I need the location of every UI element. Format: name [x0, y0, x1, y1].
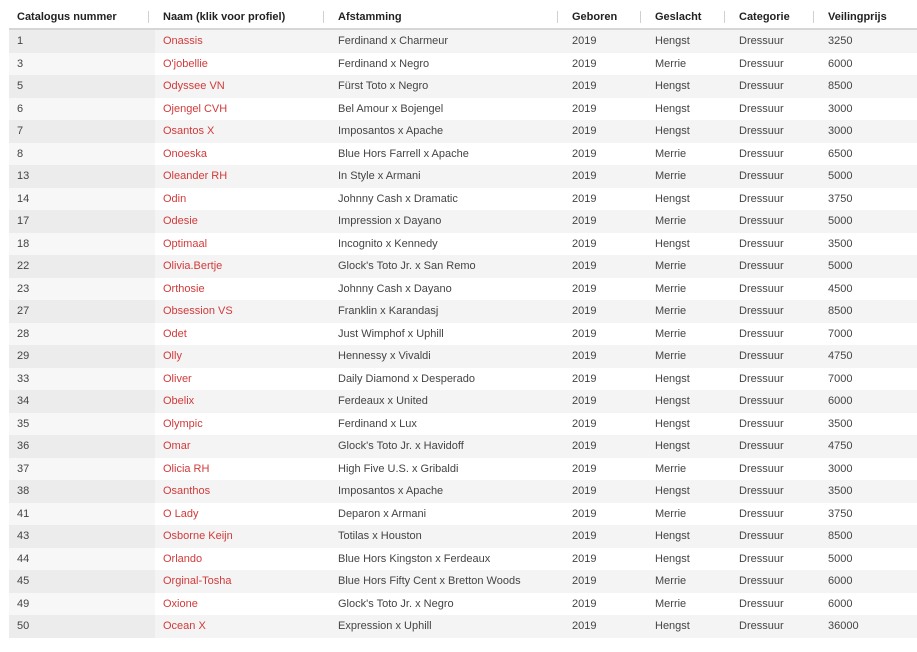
cell-veilingprijs: 4750	[820, 435, 917, 458]
cell-veilingprijs: 3500	[820, 413, 917, 436]
cell-geboren: 2019	[564, 300, 647, 323]
cell-geboren: 2019	[564, 458, 647, 481]
table-header	[9, 6, 917, 29]
table-row	[9, 323, 917, 346]
cell-geslacht: Merrie	[647, 458, 731, 481]
horse-profile-link[interactable]: Onassis	[163, 35, 203, 48]
cell-catalogus-nummer: 34	[9, 390, 155, 413]
cell-geslacht: Hengst	[647, 615, 731, 638]
cell-categorie: Dressuur	[731, 615, 820, 638]
cell-veilingprijs: 5000	[820, 548, 917, 571]
cell-naam	[155, 390, 330, 413]
horse-profile-link[interactable]: Osantos X	[163, 125, 215, 138]
cell-geboren: 2019	[564, 548, 647, 571]
cell-geboren: 2019	[564, 525, 647, 548]
cell-veilingprijs: 6000	[820, 53, 917, 76]
table-row	[9, 503, 917, 526]
cell-afstamming: High Five U.S. x Gribaldi	[330, 458, 564, 481]
horse-profile-link[interactable]: Onoeska	[163, 147, 208, 160]
cell-geboren: 2019	[564, 165, 647, 188]
cell-geslacht: Hengst	[647, 29, 731, 53]
cell-geslacht: Merrie	[647, 143, 731, 166]
cell-veilingprijs: 3000	[820, 458, 917, 481]
cell-veilingprijs: 8500	[820, 300, 917, 323]
cell-catalogus-nummer: 49	[9, 593, 155, 616]
cell-veilingprijs: 3750	[820, 503, 917, 526]
horse-profile-link[interactable]: Ocean X	[163, 620, 206, 633]
cell-afstamming: Johnny Cash x Dayano	[330, 278, 564, 301]
cell-catalogus-nummer: 1	[9, 29, 155, 53]
cell-geslacht: Merrie	[647, 593, 731, 616]
cell-catalogus-nummer: 41	[9, 503, 155, 526]
horse-profile-link[interactable]: Optimaal	[163, 237, 208, 250]
cell-geboren: 2019	[564, 503, 647, 526]
cell-categorie: Dressuur	[731, 278, 820, 301]
column-header-label: Categorie	[739, 11, 790, 23]
cell-categorie: Dressuur	[731, 435, 820, 458]
cell-geboren: 2019	[564, 120, 647, 143]
cell-catalogus-nummer: 45	[9, 570, 155, 593]
cell-afstamming: Blue Hors Kingston x Ferdeaux	[330, 548, 564, 571]
cell-afstamming: Johnny Cash x Dramatic	[330, 188, 564, 211]
cell-naam	[155, 503, 330, 526]
table-row	[9, 165, 917, 188]
table-row	[9, 75, 917, 98]
cell-naam	[155, 525, 330, 548]
cell-afstamming: Deparon x Armani	[330, 503, 564, 526]
cell-naam	[155, 300, 330, 323]
cell-categorie: Dressuur	[731, 53, 820, 76]
cell-veilingprijs: 3250	[820, 29, 917, 53]
cell-geboren: 2019	[564, 413, 647, 436]
cell-geboren: 2019	[564, 323, 647, 346]
cell-naam	[155, 255, 330, 278]
column-header-label: Catalogus nummer	[17, 11, 117, 23]
cell-veilingprijs: 4500	[820, 278, 917, 301]
horse-profile-link[interactable]: Orthosie	[163, 282, 205, 295]
column-header-geboren[interactable]	[564, 6, 647, 29]
cell-naam	[155, 458, 330, 481]
cell-naam	[155, 593, 330, 616]
cell-catalogus-nummer: 23	[9, 278, 155, 301]
table-row	[9, 593, 917, 616]
cell-afstamming: Glock's Toto Jr. x San Remo	[330, 255, 564, 278]
table-row	[9, 233, 917, 256]
horse-profile-link[interactable]: Oxione	[163, 597, 198, 610]
horse-profile-link[interactable]: Orlando	[163, 552, 203, 565]
cell-veilingprijs: 6000	[820, 390, 917, 413]
horse-profile-link[interactable]: Oleander RH	[163, 170, 228, 183]
cell-naam	[155, 435, 330, 458]
cell-veilingprijs: 3000	[820, 120, 917, 143]
cell-geboren: 2019	[564, 480, 647, 503]
column-header-label: Afstamming	[338, 11, 402, 23]
cell-geboren: 2019	[564, 570, 647, 593]
cell-naam	[155, 210, 330, 233]
cell-naam	[155, 548, 330, 571]
cell-geboren: 2019	[564, 210, 647, 233]
cell-categorie: Dressuur	[731, 390, 820, 413]
column-divider	[813, 11, 814, 23]
cell-geboren: 2019	[564, 368, 647, 391]
cell-naam	[155, 480, 330, 503]
cell-categorie: Dressuur	[731, 345, 820, 368]
cell-catalogus-nummer: 13	[9, 165, 155, 188]
table-row	[9, 255, 917, 278]
horse-profile-link[interactable]: Olympic	[163, 417, 203, 430]
auction-results	[9, 6, 887, 638]
cell-catalogus-nummer: 43	[9, 525, 155, 548]
cell-geboren: 2019	[564, 53, 647, 76]
cell-geslacht: Hengst	[647, 75, 731, 98]
cell-geboren: 2019	[564, 345, 647, 368]
cell-afstamming: Incognito x Kennedy	[330, 233, 564, 256]
cell-categorie: Dressuur	[731, 120, 820, 143]
cell-veilingprijs: 5000	[820, 165, 917, 188]
cell-geslacht: Hengst	[647, 233, 731, 256]
cell-naam	[155, 75, 330, 98]
cell-afstamming: Just Wimphof x Uphill	[330, 323, 564, 346]
cell-catalogus-nummer: 3	[9, 53, 155, 76]
cell-geboren: 2019	[564, 188, 647, 211]
table-row	[9, 480, 917, 503]
table-row	[9, 345, 917, 368]
cell-categorie: Dressuur	[731, 525, 820, 548]
cell-geslacht: Merrie	[647, 53, 731, 76]
cell-geboren: 2019	[564, 233, 647, 256]
cell-afstamming: In Style x Armani	[330, 165, 564, 188]
cell-categorie: Dressuur	[731, 593, 820, 616]
cell-categorie: Dressuur	[731, 548, 820, 571]
table-row	[9, 570, 917, 593]
cell-afstamming: Totilas x Houston	[330, 525, 564, 548]
table-row	[9, 120, 917, 143]
cell-geslacht: Merrie	[647, 570, 731, 593]
cell-geslacht: Merrie	[647, 210, 731, 233]
cell-naam	[155, 323, 330, 346]
cell-afstamming: Glock's Toto Jr. x Negro	[330, 593, 564, 616]
cell-afstamming: Bel Amour x Bojengel	[330, 98, 564, 121]
cell-veilingprijs: 5000	[820, 255, 917, 278]
table-row	[9, 98, 917, 121]
cell-afstamming: Blue Hors Fifty Cent x Bretton Woods	[330, 570, 564, 593]
table-row	[9, 300, 917, 323]
cell-geboren: 2019	[564, 615, 647, 638]
cell-veilingprijs: 3500	[820, 233, 917, 256]
horse-profile-link[interactable]: Odesie	[163, 215, 198, 228]
cell-catalogus-nummer: 33	[9, 368, 155, 391]
horse-profile-link[interactable]: Obelix	[163, 395, 195, 408]
cell-categorie: Dressuur	[731, 165, 820, 188]
table-row	[9, 210, 917, 233]
cell-naam	[155, 98, 330, 121]
cell-geslacht: Hengst	[647, 98, 731, 121]
cell-catalogus-nummer: 7	[9, 120, 155, 143]
cell-geslacht: Merrie	[647, 278, 731, 301]
cell-naam	[155, 615, 330, 638]
cell-catalogus-nummer: 29	[9, 345, 155, 368]
column-divider	[148, 11, 149, 23]
cell-geboren: 2019	[564, 29, 647, 53]
horse-profile-link[interactable]: Olivia.Bertje	[163, 260, 223, 273]
horse-profile-link[interactable]: Orginal-Tosha	[163, 575, 232, 588]
cell-veilingprijs: 6000	[820, 593, 917, 616]
horse-profile-link[interactable]: Omar	[163, 440, 191, 453]
column-header-label: Geslacht	[655, 11, 702, 23]
cell-naam	[155, 368, 330, 391]
cell-naam	[155, 345, 330, 368]
cell-categorie: Dressuur	[731, 233, 820, 256]
cell-afstamming: Ferdeaux x United	[330, 390, 564, 413]
column-header-label: Naam (klik voor profiel)	[163, 11, 286, 23]
cell-geslacht: Hengst	[647, 480, 731, 503]
cell-geslacht: Merrie	[647, 323, 731, 346]
horse-profile-link[interactable]: Odyssee VN	[163, 80, 225, 93]
cell-afstamming: Fürst Toto x Negro	[330, 75, 564, 98]
cell-naam	[155, 53, 330, 76]
column-divider	[323, 11, 324, 23]
cell-veilingprijs: 4750	[820, 345, 917, 368]
column-header-veilingprijs[interactable]	[820, 6, 917, 29]
cell-categorie: Dressuur	[731, 188, 820, 211]
cell-veilingprijs: 6000	[820, 570, 917, 593]
cell-catalogus-nummer: 18	[9, 233, 155, 256]
cell-veilingprijs: 36000	[820, 615, 917, 638]
column-header-afstamming[interactable]	[330, 6, 564, 29]
cell-naam	[155, 165, 330, 188]
column-divider	[640, 11, 641, 23]
horse-profile-link[interactable]: Osborne Keijn	[163, 530, 233, 543]
cell-categorie: Dressuur	[731, 458, 820, 481]
horse-profile-link[interactable]: Oliver	[163, 372, 192, 385]
cell-afstamming: Hennessy x Vivaldi	[330, 345, 564, 368]
cell-catalogus-nummer: 44	[9, 548, 155, 571]
table-row	[9, 615, 917, 638]
cell-naam	[155, 233, 330, 256]
cell-geslacht: Merrie	[647, 255, 731, 278]
horse-profile-link[interactable]: O Lady	[163, 507, 199, 520]
cell-catalogus-nummer: 27	[9, 300, 155, 323]
horse-profile-link[interactable]: Odet	[163, 327, 187, 340]
horse-profile-link[interactable]: Odin	[163, 192, 187, 205]
cell-naam	[155, 120, 330, 143]
horse-profile-link[interactable]: Olicia RH	[163, 462, 210, 475]
table-row	[9, 435, 917, 458]
table-row	[9, 53, 917, 76]
cell-veilingprijs: 7000	[820, 368, 917, 391]
column-header-geslacht[interactable]	[647, 6, 731, 29]
horse-profile-link[interactable]: Osanthos	[163, 485, 211, 498]
column-header-naam[interactable]	[155, 6, 330, 29]
cell-geslacht: Merrie	[647, 165, 731, 188]
cell-afstamming: Impression x Dayano	[330, 210, 564, 233]
cell-categorie: Dressuur	[731, 255, 820, 278]
cell-veilingprijs: 3750	[820, 188, 917, 211]
column-header-label: Veilingprijs	[828, 11, 887, 23]
cell-naam	[155, 29, 330, 53]
auction-table	[9, 6, 917, 638]
cell-geslacht: Hengst	[647, 435, 731, 458]
cell-categorie: Dressuur	[731, 29, 820, 53]
cell-catalogus-nummer: 22	[9, 255, 155, 278]
cell-geslacht: Hengst	[647, 368, 731, 391]
cell-veilingprijs: 5000	[820, 210, 917, 233]
cell-catalogus-nummer: 35	[9, 413, 155, 436]
table-row	[9, 458, 917, 481]
cell-afstamming: Imposantos x Apache	[330, 120, 564, 143]
table-row	[9, 548, 917, 571]
cell-veilingprijs: 3000	[820, 98, 917, 121]
cell-categorie: Dressuur	[731, 503, 820, 526]
cell-categorie: Dressuur	[731, 323, 820, 346]
cell-afstamming: Franklin x Karandasj	[330, 300, 564, 323]
cell-catalogus-nummer: 37	[9, 458, 155, 481]
cell-geslacht: Hengst	[647, 525, 731, 548]
cell-naam	[155, 188, 330, 211]
column-divider	[557, 11, 558, 23]
cell-veilingprijs: 8500	[820, 75, 917, 98]
cell-geboren: 2019	[564, 98, 647, 121]
cell-catalogus-nummer: 28	[9, 323, 155, 346]
cell-categorie: Dressuur	[731, 413, 820, 436]
horse-profile-link[interactable]: O'jobellie	[163, 57, 208, 70]
table-body	[9, 29, 917, 638]
cell-afstamming: Ferdinand x Negro	[330, 53, 564, 76]
cell-geslacht: Hengst	[647, 390, 731, 413]
cell-geslacht: Hengst	[647, 413, 731, 436]
cell-geslacht: Merrie	[647, 300, 731, 323]
header-row	[9, 6, 917, 29]
cell-catalogus-nummer: 17	[9, 210, 155, 233]
cell-categorie: Dressuur	[731, 480, 820, 503]
column-header-categorie[interactable]	[731, 6, 820, 29]
cell-veilingprijs: 7000	[820, 323, 917, 346]
table-row	[9, 278, 917, 301]
cell-geslacht: Hengst	[647, 188, 731, 211]
cell-catalogus-nummer: 50	[9, 615, 155, 638]
horse-profile-link[interactable]: Ojengel CVH	[163, 102, 228, 115]
cell-categorie: Dressuur	[731, 368, 820, 391]
cell-catalogus-nummer: 5	[9, 75, 155, 98]
cell-geboren: 2019	[564, 390, 647, 413]
cell-geboren: 2019	[564, 75, 647, 98]
horse-profile-link[interactable]: Obsession VS	[163, 305, 233, 318]
column-header-catalogus[interactable]	[9, 6, 155, 29]
cell-catalogus-nummer: 6	[9, 98, 155, 121]
column-divider	[724, 11, 725, 23]
cell-catalogus-nummer: 14	[9, 188, 155, 211]
table-row	[9, 29, 917, 53]
cell-naam	[155, 143, 330, 166]
cell-catalogus-nummer: 38	[9, 480, 155, 503]
cell-veilingprijs: 8500	[820, 525, 917, 548]
cell-geboren: 2019	[564, 278, 647, 301]
cell-afstamming: Expression x Uphill	[330, 615, 564, 638]
table-row	[9, 188, 917, 211]
cell-veilingprijs: 3500	[820, 480, 917, 503]
cell-catalogus-nummer: 8	[9, 143, 155, 166]
horse-profile-link[interactable]: Olly	[163, 350, 182, 363]
cell-geboren: 2019	[564, 593, 647, 616]
cell-veilingprijs: 6500	[820, 143, 917, 166]
table-row	[9, 413, 917, 436]
cell-afstamming: Glock's Toto Jr. x Havidoff	[330, 435, 564, 458]
cell-geslacht: Merrie	[647, 503, 731, 526]
cell-geslacht: Hengst	[647, 548, 731, 571]
cell-naam	[155, 278, 330, 301]
cell-catalogus-nummer: 36	[9, 435, 155, 458]
cell-geslacht: Hengst	[647, 120, 731, 143]
cell-afstamming: Imposantos x Apache	[330, 480, 564, 503]
cell-afstamming: Ferdinand x Lux	[330, 413, 564, 436]
cell-categorie: Dressuur	[731, 98, 820, 121]
cell-geboren: 2019	[564, 255, 647, 278]
cell-afstamming: Ferdinand x Charmeur	[330, 29, 564, 53]
column-header-label: Geboren	[572, 11, 618, 23]
cell-geslacht: Merrie	[647, 345, 731, 368]
cell-geboren: 2019	[564, 143, 647, 166]
cell-categorie: Dressuur	[731, 300, 820, 323]
cell-naam	[155, 413, 330, 436]
cell-categorie: Dressuur	[731, 75, 820, 98]
cell-categorie: Dressuur	[731, 210, 820, 233]
cell-afstamming: Daily Diamond x Desperado	[330, 368, 564, 391]
cell-geboren: 2019	[564, 435, 647, 458]
table-row	[9, 390, 917, 413]
table-row	[9, 525, 917, 548]
table-row	[9, 143, 917, 166]
table-row	[9, 368, 917, 391]
cell-naam	[155, 570, 330, 593]
cell-categorie: Dressuur	[731, 143, 820, 166]
cell-afstamming: Blue Hors Farrell x Apache	[330, 143, 564, 166]
cell-categorie: Dressuur	[731, 570, 820, 593]
